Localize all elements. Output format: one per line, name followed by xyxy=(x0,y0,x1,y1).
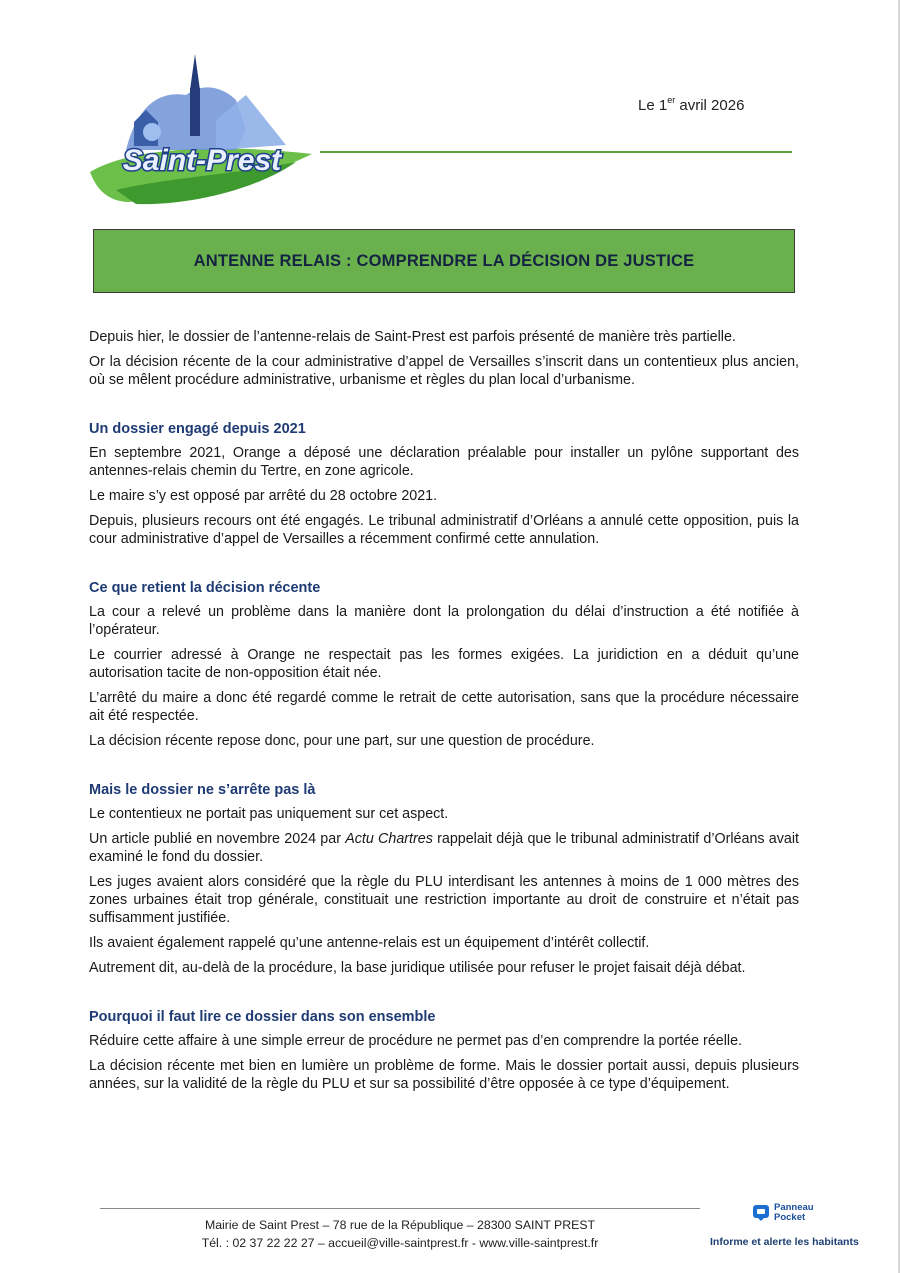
paragraph: La décision récente repose donc, pour une part, sur une question de procédure. xyxy=(89,733,595,749)
section-dossier-2021 xyxy=(89,420,799,548)
paragraph: Autrement dit, au-delà de la procédure, la base juridique utilisée pour refuser le projet faisait déjà débat. xyxy=(89,960,746,976)
article-paragraph: Un article publié en novembre 2024 par Actu Chartres rappelait déjà que le tribunal administratif d’Orléans avait examiné le fond du dossier. xyxy=(89,831,799,865)
paragraph: L’arrêté du maire a donc été regardé comme le retrait de cette autorisation, sans que la procédure nécessaire ait été respectée. xyxy=(89,690,799,724)
section-dossier-continue xyxy=(89,781,799,977)
section-heading: Ce que retient la décision récente xyxy=(89,580,321,596)
panneau-pocket-icon xyxy=(752,1204,770,1222)
article-body xyxy=(89,328,799,1100)
paragraph: Le maire s’y est opposé par arrêté du 28 octobre 2021. xyxy=(89,488,438,504)
header-rule xyxy=(320,151,792,153)
paragraph: En septembre 2021, Orange a déposé une déclaration préalable pour installer un pylône supportant des antennes-relais chemin du Tertre, en zone agricole. xyxy=(89,445,799,479)
paragraph: La décision récente met bien en lumière un problème de forme. Mais le dossier portait aussi, depuis plusieurs années, sur la validité de la règle du PLU et sur sa possibilité d’être opposée à ce type d’équipement. xyxy=(89,1058,799,1092)
paragraph: Le contentieux ne portait pas uniquement sur cet aspect. xyxy=(89,806,449,822)
page-title: ANTENNE RELAIS : COMPRENDRE LA DÉCISION DE JUSTICE xyxy=(193,251,695,270)
footer-rule xyxy=(100,1208,700,1209)
footer-line-address: Mairie de Saint Prest – 78 rue de la République – 28300 SAINT PREST xyxy=(204,1218,596,1232)
section-decision-recente xyxy=(89,579,799,750)
section-heading: Mais le dossier ne s’arrête pas là xyxy=(89,782,316,798)
paragraph: La cour a relevé un problème dans la manière dont la prolongation du délai d’instruction a été notifiée à l’opérateur. xyxy=(89,604,799,638)
footer-address xyxy=(150,1216,650,1252)
intro-paragraph: Depuis hier, le dossier de l’antenne-relais de Saint-Prest est parfois présenté de manière très partielle. xyxy=(89,329,736,345)
paragraph: Ils avaient également rappelé qu’une antenne-relais est un équipement d’intérêt collectif. xyxy=(89,935,650,951)
logo-text: Saint-Prest xyxy=(122,144,282,177)
paragraph: Le courrier adressé à Orange ne respectait pas les formes exigées. La juridiction en a déduit qu’une autorisation tacite de non-opposition était née. xyxy=(89,647,799,681)
intro-paragraph: Or la décision récente de la cour administrative d’appel de Versailles s’inscrit dans un contentieux plus ancien, où se mêlent procédure administrative, urbanisme et règles du plan local d’urbanisme. xyxy=(89,354,799,388)
panneau-pocket-logo: Panneau Pocket xyxy=(752,1203,814,1223)
article-source: Actu Chartres xyxy=(345,831,433,847)
paragraph: Les juges avaient alors considéré que la règle du PLU interdisant les antennes à moins de 1 000 mètres des zones urbaines était trop générale, constituait une restriction importante au droit de construire et n’était pas suffisamment justifiée. xyxy=(89,874,799,926)
title-banner xyxy=(93,229,795,293)
paragraph: Depuis, plusieurs recours ont été engagés. Le tribunal administratif d’Orléans a annulé cette opposition, puis la cour administrative d’appel de Versailles a récemment confirmé cette annulation. xyxy=(89,513,799,547)
section-heading: Un dossier engagé depuis 2021 xyxy=(89,421,306,437)
paragraph: Réduire cette affaire à une simple erreur de procédure ne permet pas d’en comprendre la portée réelle. xyxy=(89,1033,743,1049)
saint-prest-logo xyxy=(86,50,316,210)
footer-line-contact: Tél. : 02 37 22 22 27 – accueil@ville-saintprest.fr - www.ville-saintprest.fr xyxy=(201,1236,599,1250)
section-ensemble xyxy=(89,1008,799,1093)
letter-date: Le 1er avril 2026 xyxy=(638,95,745,114)
section-heading: Pourquoi il faut lire ce dossier dans son ensemble xyxy=(89,1009,436,1025)
panneau-pocket-tagline: Informe et alerte les habitants xyxy=(710,1236,859,1248)
